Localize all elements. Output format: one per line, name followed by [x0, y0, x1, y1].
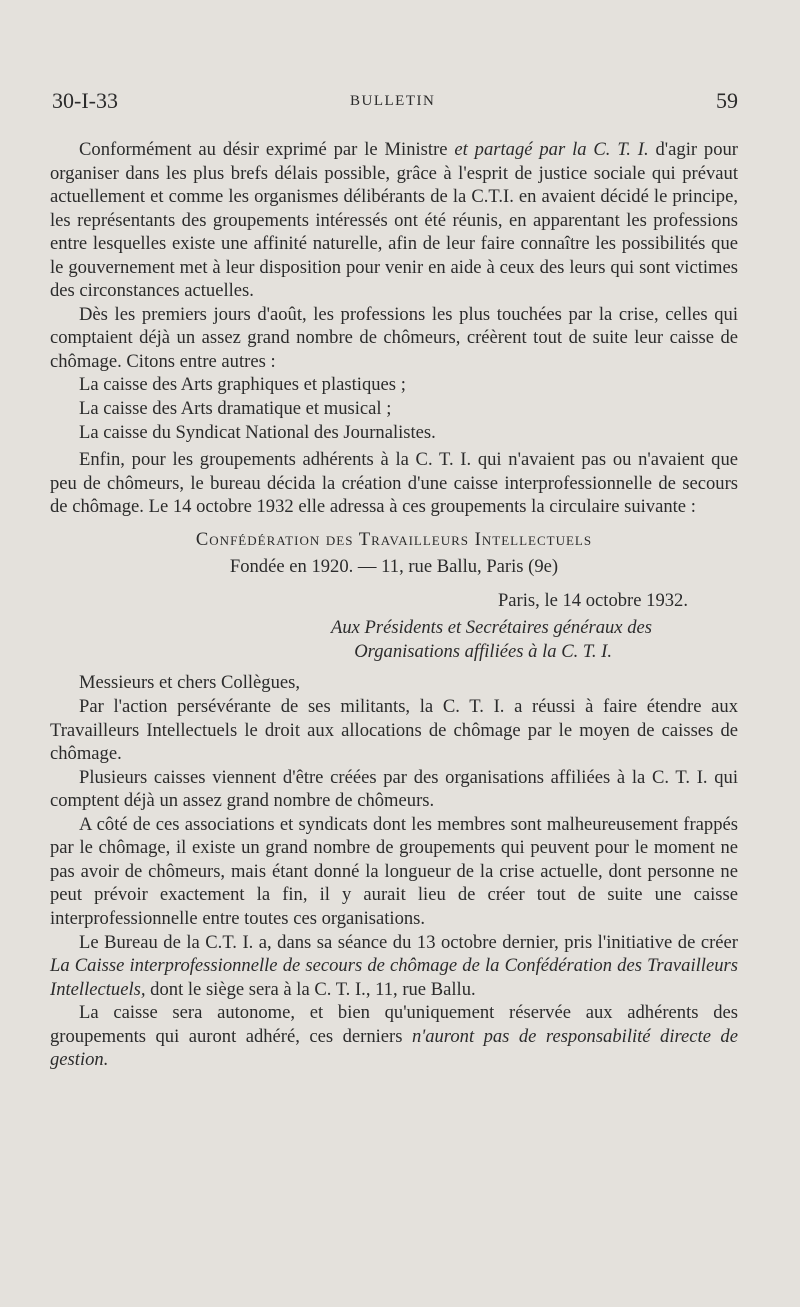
paragraph-august: Dès les premiers jours d'août, les professions les plus touchées par la crise, celles qui comptaient déjà un assez grand nombre de chômeurs, créèrent tout de suite leur caisse de chômage. Citons entre autres : — [50, 303, 738, 372]
page-body — [50, 138, 738, 1072]
letter-paragraph-3: A côté de ces associations et syndicats dont les membres sont malheureusement frappés par le chômage, il existe un grand nombre de groupements qui peuvent pour le moment ne pas avoir de chômeurs, mais étant donné la longueur de la crise actuelle, dont personne ne peut prévoir exactement la fin, il y aurait lieu de créer tout de suite une caisse interprofessionnelle entre toutes ces organisations. — [50, 813, 738, 929]
list-item: La caisse des Arts dramatique et musical ; — [79, 398, 392, 420]
l5-text-1: La caisse sera autonome, et bien qu'uniquement réservée aux adhérents des groupements qui auront adhéré, ces derniers — [50, 1002, 738, 1047]
paragraph-intro — [50, 138, 738, 303]
letter-addressee-2: Organisations affiliées à la C. T. I. — [354, 640, 612, 662]
l4-italic: La Caisse interprofessionnelle de secours de chômage de la Confédération des Travailleurs Intellectuels, — [50, 955, 738, 1000]
intro-text-2: d'agir pour organiser dans les plus brefs délais possible, grâce à l'esprit de justice sociale qui prévaut actuellement et comme les organismes délibérants de la C.T.I. en avaient décidé le principe, les représentants des groupements intéressés ont été réunis, en apparentant les professions entre lesquelles existe une affinité naturelle, afin de leur faire connaître les possibilités que le gouvernement met à leur disposition pour venir en aide à ceux des leurs qui sont victimes des circonstances actuelles. — [50, 139, 738, 302]
page-number: 59 — [716, 88, 738, 113]
letter-addressee-1: Aux Présidents et Secrétaires généraux des — [331, 617, 652, 639]
l4-text-2: dont le siège sera à la C. T. I., 11, rue Ballu. — [150, 978, 476, 1000]
bulletin-title: BULLETIN — [350, 93, 436, 109]
letter-place-date: Paris, le 14 octobre 1932. — [497, 589, 688, 611]
paragraph-circular-intro: Enfin, pour les groupements adhérents à la C. T. I. qui n'avaient pas ou n'avaient que peu de chômeurs, le bureau décida la création d'une caisse interprofessionnelle de secours de chômage. Le 14 octobre 1932 elle adressa à ces groupements la circulaire suivante : — [50, 449, 738, 518]
issue-date: 30-I-33 — [52, 88, 118, 113]
letter-salutation: Messieurs et chers Collègues, — [79, 672, 301, 694]
letter-paragraph-2: Plusieurs caisses viennent d'être créées par des organisations affiliées à la C. T. I. qui comptent déjà un assez grand nombre de chômeurs. — [50, 766, 738, 812]
list-item: La caisse du Syndicat National des Journalistes. — [79, 421, 436, 443]
letter-paragraph-5 — [50, 1001, 738, 1072]
letter-organisation: Confédération des Travailleurs Intellectuels — [195, 528, 593, 550]
l5-italic: n'auront pas de responsabilité directe de gestion. — [50, 1025, 738, 1071]
intro-text-1: Conformément au désir exprimé par le Ministre — [79, 139, 448, 160]
page-header — [52, 88, 738, 122]
list-item: La caisse des Arts graphiques et plastiques ; — [79, 374, 406, 396]
letter-paragraph-1: Par l'action persévérante de ses militants, la C. T. I. a réussi à faire étendre aux Travailleurs Intellectuels le droit aux allocations de chômage par le moyen de caisses de chômage. — [50, 696, 738, 765]
letter-paragraph-4 — [50, 931, 738, 1002]
intro-italic: et partagé par la C. T. I. — [454, 139, 649, 160]
letter-founded: Fondée en 1920. — 11, rue Ballu, Paris (9e) — [229, 556, 559, 578]
l4-text-1: Le Bureau de la C.T. I. a, dans sa séance du 13 octobre dernier, pris l'initiative de créer — [79, 931, 738, 953]
